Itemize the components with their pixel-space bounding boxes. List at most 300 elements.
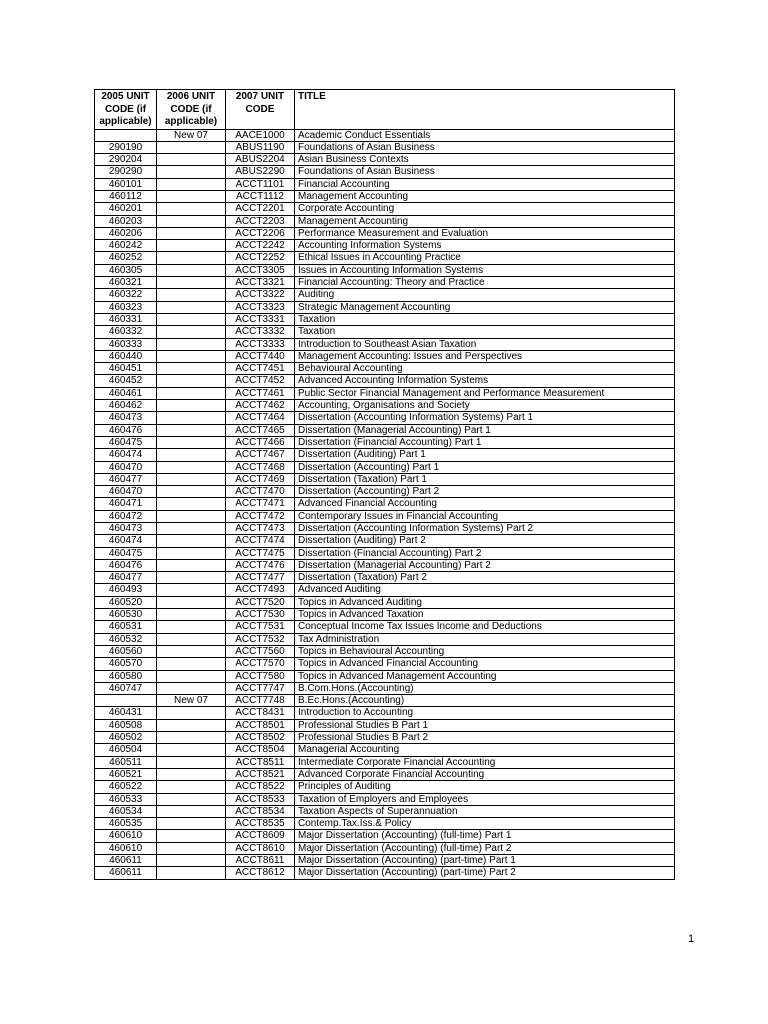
title-cell: Principles of Auditing (295, 781, 675, 793)
table-row (95, 301, 675, 313)
code-2006-cell (157, 387, 226, 399)
code-2007-cell: ACCT7530 (226, 609, 295, 621)
code-2006-cell (157, 178, 226, 190)
code-2006-cell (157, 277, 226, 289)
code-2006-cell (157, 609, 226, 621)
title-cell: Asian Business Contexts (295, 154, 675, 166)
title-cell: Strategic Management Accounting (295, 301, 675, 313)
table-row (95, 830, 675, 842)
table-row (95, 424, 675, 436)
table-row (95, 682, 675, 694)
code-2005-cell: 460452 (95, 375, 157, 387)
code-2006-cell (157, 547, 226, 559)
title-cell: Taxation Aspects of Superannuation (295, 805, 675, 817)
code-2007-cell: ACCT7748 (226, 695, 295, 707)
code-2006-cell (157, 510, 226, 522)
title-cell: Major Dissertation (Accounting) (full-time) Part 1 (295, 830, 675, 842)
code-2005-cell: 460101 (95, 178, 157, 190)
header-2005-unit-code: 2005 UNIT CODE (if applicable) (95, 90, 157, 130)
code-2007-cell: ACCT8611 (226, 855, 295, 867)
title-cell: Performance Measurement and Evaluation (295, 227, 675, 239)
code-2007-cell: ACCT7451 (226, 363, 295, 375)
code-2005-cell: 460474 (95, 449, 157, 461)
code-2007-cell: ACCT7440 (226, 350, 295, 362)
code-2007-cell: ACCT7452 (226, 375, 295, 387)
code-2007-cell: ACCT3333 (226, 338, 295, 350)
code-2006-cell (157, 768, 226, 780)
code-2007-cell: ACCT3321 (226, 277, 295, 289)
table-row (95, 338, 675, 350)
code-2006-cell (157, 473, 226, 485)
table-row (95, 645, 675, 657)
code-2005-cell: 460477 (95, 572, 157, 584)
code-2006-cell (157, 805, 226, 817)
title-cell: Topics in Behavioural Accounting (295, 645, 675, 657)
title-cell: Topics in Advanced Management Accounting (295, 670, 675, 682)
code-2006-cell (157, 375, 226, 387)
title-cell: Public Sector Financial Management and Performance Measurement (295, 387, 675, 399)
code-2007-cell: ACCT8533 (226, 793, 295, 805)
title-cell: Management Accounting (295, 215, 675, 227)
code-2007-cell: ACCT7532 (226, 633, 295, 645)
code-2007-cell: ACCT7531 (226, 621, 295, 633)
code-2007-cell: ACCT7493 (226, 584, 295, 596)
title-cell: Financial Accounting (295, 178, 675, 190)
code-2005-cell: 460206 (95, 227, 157, 239)
code-2005-cell: 460440 (95, 350, 157, 362)
title-cell: Foundations of Asian Business (295, 141, 675, 153)
code-2007-cell: ACCT7469 (226, 473, 295, 485)
code-2005-cell: 460472 (95, 510, 157, 522)
code-2005-cell: 460462 (95, 400, 157, 412)
code-2006-cell (157, 818, 226, 830)
table-row (95, 547, 675, 559)
code-2006-cell (157, 424, 226, 436)
code-2005-cell: 460520 (95, 596, 157, 608)
table-row (95, 461, 675, 473)
code-2007-cell: ACCT2252 (226, 252, 295, 264)
code-2007-cell: ACCT7476 (226, 559, 295, 571)
code-2006-cell (157, 252, 226, 264)
table-row (95, 375, 675, 387)
code-2005-cell: 460112 (95, 190, 157, 202)
code-2006-cell (157, 645, 226, 657)
code-2005-cell: 460475 (95, 547, 157, 559)
code-2005-cell: 460470 (95, 461, 157, 473)
code-2005-cell: 460611 (95, 855, 157, 867)
code-2006-cell (157, 350, 226, 362)
title-cell: Dissertation (Accounting Information Systems) Part 1 (295, 412, 675, 424)
table-row (95, 227, 675, 239)
code-2007-cell: ACCT8609 (226, 830, 295, 842)
code-2005-cell: 460331 (95, 313, 157, 325)
code-2005-cell: 460203 (95, 215, 157, 227)
table-row (95, 707, 675, 719)
code-2006-cell (157, 166, 226, 178)
code-2005-cell: 290204 (95, 154, 157, 166)
title-cell: Topics in Advanced Financial Accounting (295, 658, 675, 670)
code-2005-cell: 460502 (95, 732, 157, 744)
code-2007-cell: ACCT7461 (226, 387, 295, 399)
code-2007-cell: ACCT7466 (226, 436, 295, 448)
code-2007-cell: ACCT8522 (226, 781, 295, 793)
code-2007-cell: ABUS1190 (226, 141, 295, 153)
code-2006-cell (157, 572, 226, 584)
code-2005-cell: 460570 (95, 658, 157, 670)
title-cell: Dissertation (Financial Accounting) Part 2 (295, 547, 675, 559)
code-2006-cell (157, 559, 226, 571)
title-cell: Management Accounting (295, 190, 675, 202)
table-row (95, 719, 675, 731)
code-2006-cell (157, 707, 226, 719)
table-row (95, 596, 675, 608)
code-2007-cell: ACCT1112 (226, 190, 295, 202)
code-2005-cell: 460201 (95, 203, 157, 215)
table-row (95, 633, 675, 645)
code-2006-cell: New 07 (157, 129, 226, 141)
code-2006-cell (157, 658, 226, 670)
code-2006-cell (157, 240, 226, 252)
title-cell: Major Dissertation (Accounting) (part-time) Part 2 (295, 867, 675, 879)
code-2005-cell: 460333 (95, 338, 157, 350)
code-2005-cell: 460522 (95, 781, 157, 793)
code-2007-cell: ACCT7471 (226, 498, 295, 510)
title-cell: Accounting, Organisations and Society (295, 400, 675, 412)
table-row (95, 313, 675, 325)
code-2006-cell (157, 633, 226, 645)
table-row (95, 387, 675, 399)
title-cell: Corporate Accounting (295, 203, 675, 215)
title-cell: Financial Accounting: Theory and Practice (295, 277, 675, 289)
code-2007-cell: ACCT8501 (226, 719, 295, 731)
table-row (95, 658, 675, 670)
table-row (95, 670, 675, 682)
table-row (95, 326, 675, 338)
table-row (95, 535, 675, 547)
code-2006-cell (157, 313, 226, 325)
code-2006-cell (157, 584, 226, 596)
title-cell: Managerial Accounting (295, 744, 675, 756)
title-cell: Dissertation (Taxation) Part 2 (295, 572, 675, 584)
code-2005-cell: 460521 (95, 768, 157, 780)
table-row (95, 621, 675, 633)
code-2007-cell: ACCT8521 (226, 768, 295, 780)
code-2007-cell: ACCT7580 (226, 670, 295, 682)
code-2005-cell: 460321 (95, 277, 157, 289)
code-2006-cell (157, 867, 226, 879)
title-cell: Taxation (295, 313, 675, 325)
code-2007-cell: ACCT3305 (226, 264, 295, 276)
title-cell: Behavioural Accounting (295, 363, 675, 375)
code-2007-cell: ACCT2242 (226, 240, 295, 252)
code-2006-cell (157, 756, 226, 768)
code-2007-cell: ACCT8612 (226, 867, 295, 879)
unit-code-table (94, 89, 675, 880)
code-2007-cell: ABUS2204 (226, 154, 295, 166)
code-2007-cell: ACCT8534 (226, 805, 295, 817)
table-row (95, 768, 675, 780)
code-2005-cell: 460493 (95, 584, 157, 596)
code-2005-cell: 460252 (95, 252, 157, 264)
code-2005-cell: 460322 (95, 289, 157, 301)
code-2006-cell (157, 190, 226, 202)
code-2005-cell: 290190 (95, 141, 157, 153)
code-2006-cell (157, 289, 226, 301)
code-2007-cell: AACE1000 (226, 129, 295, 141)
code-2005-cell (95, 695, 157, 707)
code-2006-cell (157, 215, 226, 227)
code-2005-cell: 460580 (95, 670, 157, 682)
title-cell: Advanced Corporate Financial Accounting (295, 768, 675, 780)
title-cell: Dissertation (Accounting Information Systems) Part 2 (295, 523, 675, 535)
title-cell: Auditing (295, 289, 675, 301)
title-cell: Dissertation (Managerial Accounting) Part 1 (295, 424, 675, 436)
code-2006-cell (157, 744, 226, 756)
table-row (95, 842, 675, 854)
code-2005-cell: 460611 (95, 867, 157, 879)
table-row (95, 436, 675, 448)
code-2007-cell: ACCT7462 (226, 400, 295, 412)
code-2007-cell: ACCT8431 (226, 707, 295, 719)
table-row (95, 584, 675, 596)
code-2005-cell: 460471 (95, 498, 157, 510)
code-2007-cell: ACCT7467 (226, 449, 295, 461)
table-row (95, 805, 675, 817)
title-cell: Topics in Advanced Taxation (295, 609, 675, 621)
table-row (95, 818, 675, 830)
title-cell: Intermediate Corporate Financial Accounting (295, 756, 675, 768)
code-2006-cell (157, 596, 226, 608)
table-header-row (95, 90, 675, 130)
code-2007-cell: ACCT3331 (226, 313, 295, 325)
code-2006-cell (157, 621, 226, 633)
code-2006-cell (157, 363, 226, 375)
table-row (95, 867, 675, 879)
code-2005-cell: 460534 (95, 805, 157, 817)
code-2006-cell (157, 793, 226, 805)
title-cell: Dissertation (Accounting) Part 2 (295, 486, 675, 498)
code-2006-cell (157, 154, 226, 166)
code-2006-cell (157, 264, 226, 276)
code-2007-cell: ACCT7520 (226, 596, 295, 608)
code-2005-cell: 460504 (95, 744, 157, 756)
table-row (95, 141, 675, 153)
code-2006-cell (157, 682, 226, 694)
code-2005-cell: 460535 (95, 818, 157, 830)
title-cell: Dissertation (Managerial Accounting) Part 2 (295, 559, 675, 571)
table-row (95, 264, 675, 276)
table-row (95, 178, 675, 190)
code-2007-cell: ACCT3322 (226, 289, 295, 301)
table-row (95, 732, 675, 744)
code-2005-cell: 460473 (95, 523, 157, 535)
code-2006-cell (157, 203, 226, 215)
table-row (95, 498, 675, 510)
table-row (95, 793, 675, 805)
table-row (95, 486, 675, 498)
title-cell: Foundations of Asian Business (295, 166, 675, 178)
title-cell: Taxation of Employers and Employees (295, 793, 675, 805)
code-2005-cell: 460610 (95, 830, 157, 842)
code-2006-cell (157, 781, 226, 793)
code-2005-cell: 460461 (95, 387, 157, 399)
code-2007-cell: ACCT2206 (226, 227, 295, 239)
title-cell: Conceptual Income Tax Issues Income and Deductions (295, 621, 675, 633)
code-2007-cell: ACCT7747 (226, 682, 295, 694)
table-row (95, 400, 675, 412)
table-row (95, 190, 675, 202)
table-row (95, 781, 675, 793)
code-2006-cell (157, 719, 226, 731)
table-body (95, 129, 675, 879)
title-cell: Taxation (295, 326, 675, 338)
table-row (95, 350, 675, 362)
title-cell: Dissertation (Accounting) Part 1 (295, 461, 675, 473)
title-cell: Major Dissertation (Accounting) (part-time) Part 1 (295, 855, 675, 867)
title-cell: Advanced Accounting Information Systems (295, 375, 675, 387)
header-2007-unit-code: 2007 UNIT CODE (226, 90, 295, 130)
code-2007-cell: ACCT3323 (226, 301, 295, 313)
code-2007-cell: ACCT8511 (226, 756, 295, 768)
code-2005-cell: 460470 (95, 486, 157, 498)
code-2006-cell (157, 449, 226, 461)
title-cell: Dissertation (Taxation) Part 1 (295, 473, 675, 485)
code-2005-cell: 460533 (95, 793, 157, 805)
code-2005-cell: 460610 (95, 842, 157, 854)
title-cell: Academic Conduct Essentials (295, 129, 675, 141)
table-row (95, 277, 675, 289)
table-row (95, 129, 675, 141)
code-2006-cell (157, 412, 226, 424)
code-2005-cell: 460474 (95, 535, 157, 547)
code-2007-cell: ACCT7470 (226, 486, 295, 498)
table-row (95, 473, 675, 485)
code-2007-cell: ACCT2203 (226, 215, 295, 227)
table-row (95, 289, 675, 301)
table-row (95, 523, 675, 535)
title-cell: Advanced Financial Accounting (295, 498, 675, 510)
code-2005-cell: 460476 (95, 559, 157, 571)
code-2007-cell: ACCT7465 (226, 424, 295, 436)
title-cell: Dissertation (Auditing) Part 1 (295, 449, 675, 461)
code-2006-cell (157, 338, 226, 350)
code-2005-cell: 460531 (95, 621, 157, 633)
table-row (95, 203, 675, 215)
title-cell: Contemporary Issues in Financial Accounting (295, 510, 675, 522)
code-2007-cell: ACCT8502 (226, 732, 295, 744)
code-2005-cell: 460431 (95, 707, 157, 719)
title-cell: B.Ec.Hons.(Accounting) (295, 695, 675, 707)
code-2007-cell: ACCT8504 (226, 744, 295, 756)
table-row (95, 215, 675, 227)
code-2005-cell: 460242 (95, 240, 157, 252)
code-2006-cell (157, 326, 226, 338)
code-2007-cell: ACCT7477 (226, 572, 295, 584)
title-cell: Dissertation (Auditing) Part 2 (295, 535, 675, 547)
code-2007-cell: ACCT2201 (226, 203, 295, 215)
title-cell: Advanced Auditing (295, 584, 675, 596)
table-row (95, 449, 675, 461)
code-2006-cell (157, 670, 226, 682)
code-2007-cell: ACCT8535 (226, 818, 295, 830)
code-2005-cell: 460530 (95, 609, 157, 621)
code-2005-cell: 460511 (95, 756, 157, 768)
table-row (95, 166, 675, 178)
title-cell: Issues in Accounting Information Systems (295, 264, 675, 276)
code-2007-cell: ACCT7570 (226, 658, 295, 670)
code-2006-cell (157, 461, 226, 473)
title-cell: Introduction to Accounting (295, 707, 675, 719)
code-2006-cell (157, 227, 226, 239)
code-2007-cell: ABUS2290 (226, 166, 295, 178)
code-2005-cell: 290290 (95, 166, 157, 178)
code-2007-cell: ACCT7473 (226, 523, 295, 535)
code-2005-cell: 460332 (95, 326, 157, 338)
code-2007-cell: ACCT3332 (226, 326, 295, 338)
header-title: TITLE (295, 90, 675, 130)
code-2006-cell (157, 498, 226, 510)
code-2005-cell: 460747 (95, 682, 157, 694)
table-row (95, 154, 675, 166)
code-2007-cell: ACCT7472 (226, 510, 295, 522)
code-2005-cell: 460477 (95, 473, 157, 485)
table-row (95, 240, 675, 252)
code-2006-cell (157, 141, 226, 153)
code-2005-cell: 460475 (95, 436, 157, 448)
table-row (95, 252, 675, 264)
code-2006-cell (157, 842, 226, 854)
table-row (95, 609, 675, 621)
code-2005-cell: 460305 (95, 264, 157, 276)
code-2006-cell (157, 486, 226, 498)
title-cell: B.Com.Hons.(Accounting) (295, 682, 675, 694)
code-2005-cell: 460508 (95, 719, 157, 731)
code-2006-cell: New 07 (157, 695, 226, 707)
code-2005-cell (95, 129, 157, 141)
code-2005-cell: 460532 (95, 633, 157, 645)
code-2007-cell: ACCT7468 (226, 461, 295, 473)
table-row (95, 855, 675, 867)
code-2007-cell: ACCT7474 (226, 535, 295, 547)
code-2006-cell (157, 523, 226, 535)
table-row (95, 756, 675, 768)
code-2006-cell (157, 400, 226, 412)
table-row (95, 695, 675, 707)
code-2005-cell: 460560 (95, 645, 157, 657)
title-cell: Ethical Issues in Accounting Practice (295, 252, 675, 264)
page-number: 1 (688, 933, 695, 945)
code-2006-cell (157, 436, 226, 448)
code-2005-cell: 460323 (95, 301, 157, 313)
code-2006-cell (157, 830, 226, 842)
table-row (95, 744, 675, 756)
code-2007-cell: ACCT8610 (226, 842, 295, 854)
table-row (95, 363, 675, 375)
code-2005-cell: 460476 (95, 424, 157, 436)
code-2005-cell: 460473 (95, 412, 157, 424)
code-2005-cell: 460451 (95, 363, 157, 375)
table-row (95, 572, 675, 584)
title-cell: Topics in Advanced Auditing (295, 596, 675, 608)
code-2007-cell: ACCT7560 (226, 645, 295, 657)
title-cell: Professional Studies B Part 2 (295, 732, 675, 744)
title-cell: Dissertation (Financial Accounting) Part 1 (295, 436, 675, 448)
title-cell: Professional Studies B Part 1 (295, 719, 675, 731)
table-row (95, 559, 675, 571)
title-cell: Major Dissertation (Accounting) (full-time) Part 2 (295, 842, 675, 854)
title-cell: Tax Administration (295, 633, 675, 645)
header-2006-unit-code: 2006 UNIT CODE (if applicable) (157, 90, 226, 130)
